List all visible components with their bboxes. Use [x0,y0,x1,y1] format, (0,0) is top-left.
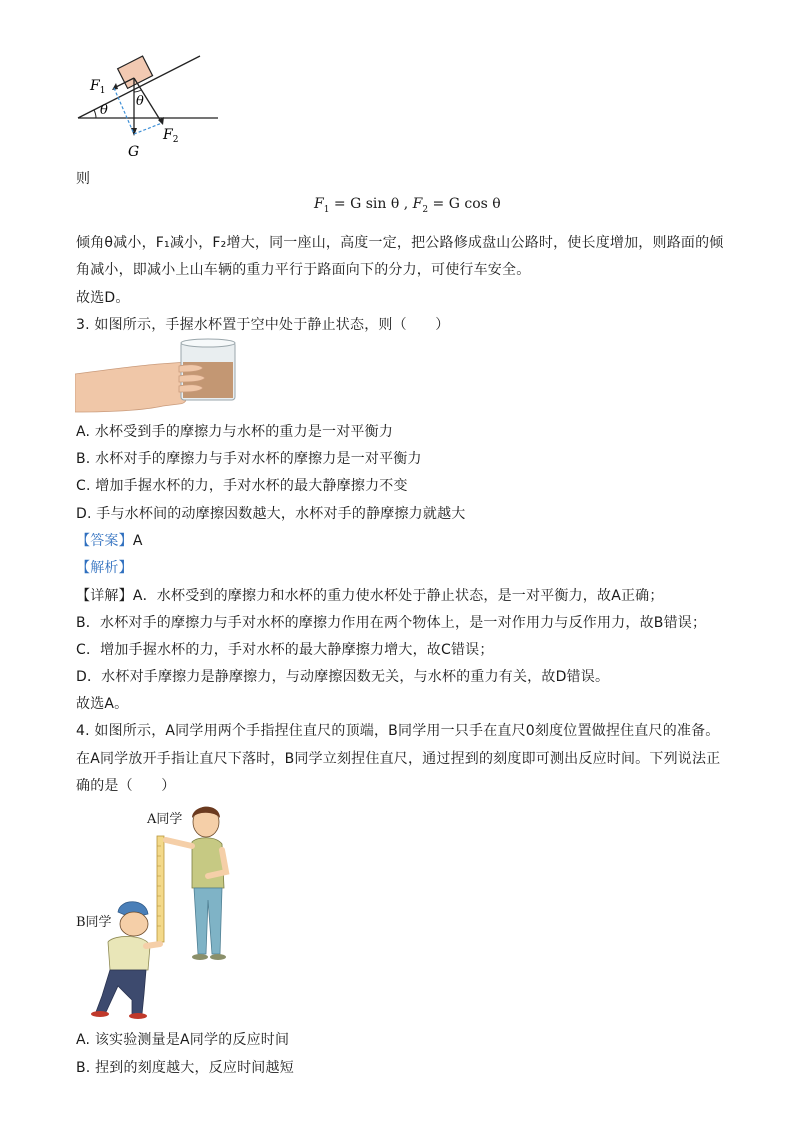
theta-label-top: θ [136,94,144,109]
q3-option-b: B. 水杯对手的摩擦力与手对水杯的摩擦力是一对平衡力 [76,451,422,467]
q3-answer [76,530,143,550]
q3-stem: 3. 如图所示，手握水杯置于空中处于静止状态，则（ ） [76,317,450,333]
incline-force-diagram [72,48,232,163]
label-student-b: B同学 [76,915,112,930]
f2-label: $F_2$ [163,127,179,145]
q3-detail-b: B．水杯对手的摩擦力与手对水杯的摩擦力作用在两个物体上，是一对作用力与反作用力，故B错误； [76,615,707,631]
answer-value: A [132,533,143,549]
student-b-figure [91,902,160,1019]
q4-stem-line2: 在A同学放开手指让直尺下落时，B同学立刻捏住直尺，通过捏到的刻度即可测出反应时间。下列说法正 [76,751,721,767]
ze-text: 则 [76,171,91,187]
q3-option-d: D. 手与水杯间的动摩擦因数越大，水杯对手的静摩擦力就越大 [76,506,466,522]
g-label: G [128,144,140,160]
answer-tag: 【答案】 [76,533,133,549]
q3-analysis-tag: 【解析】 [76,560,133,576]
q3-detail-a: 【详解】A．水杯受到的摩擦力和水杯的重力使水杯处于静止状态，是一对平衡力，故A正确； [76,588,664,604]
q3-choose: 故选A。 [76,696,129,712]
q3-option-c: C. 增加手握水杯的力，手对水杯的最大静摩擦力不变 [76,478,408,494]
q4-option-a: A. 该实验测量是A同学的反应时间 [76,1032,290,1048]
angle-arc-incline [94,110,96,118]
q3-detail-d: D．水杯对手摩擦力是静摩擦力，与动摩擦因数无关，与水杯的重力有关，故D错误。 [76,669,610,685]
q3-detail-c: C．增加手握水杯的力，手对水杯的最大静摩擦力增大，故C错误； [76,642,494,658]
q2-explanation-line1: 倾角θ减小，F₁减小，F₂增大，同一座山，高度一定，把公路修成盘山公路时，使长度增加，则路面的倾 [76,235,724,251]
hand-holding-cup-image [75,336,245,414]
formula-line: $F_1 = G$ sin θ , $F_2 = G$ cos θ [314,196,501,215]
dashed-f2-component [134,123,162,134]
q2-choose: 故选D。 [76,290,130,306]
theta-label-incline: θ [100,103,108,118]
f1-label: $F_1$ [90,78,106,96]
q4-option-b: B. 捏到的刻度越大，反应时间越短 [76,1060,294,1076]
angle-arc-top [134,90,141,92]
q4-stem-line3: 确的是（ ） [76,778,176,794]
ruler-reaction-time-illustration [88,800,248,1020]
q3-option-a: A. 水杯受到手的摩擦力与水杯的重力是一对平衡力 [76,424,394,440]
detail-tag: 【详解】 [76,588,133,604]
q4-stem-line1: 4. 如图所示，A同学用两个手指捏住直尺的顶端，B同学用一只手在直尺0刻度位置做捏住直尺的准备。 [76,723,720,739]
q2-explanation-line2: 角减小，即减小上山车辆的重力平行于路面向下的分力，可使行车安全。 [76,262,531,278]
label-student-a: A同学 [147,812,183,827]
student-a-figure [166,807,226,960]
